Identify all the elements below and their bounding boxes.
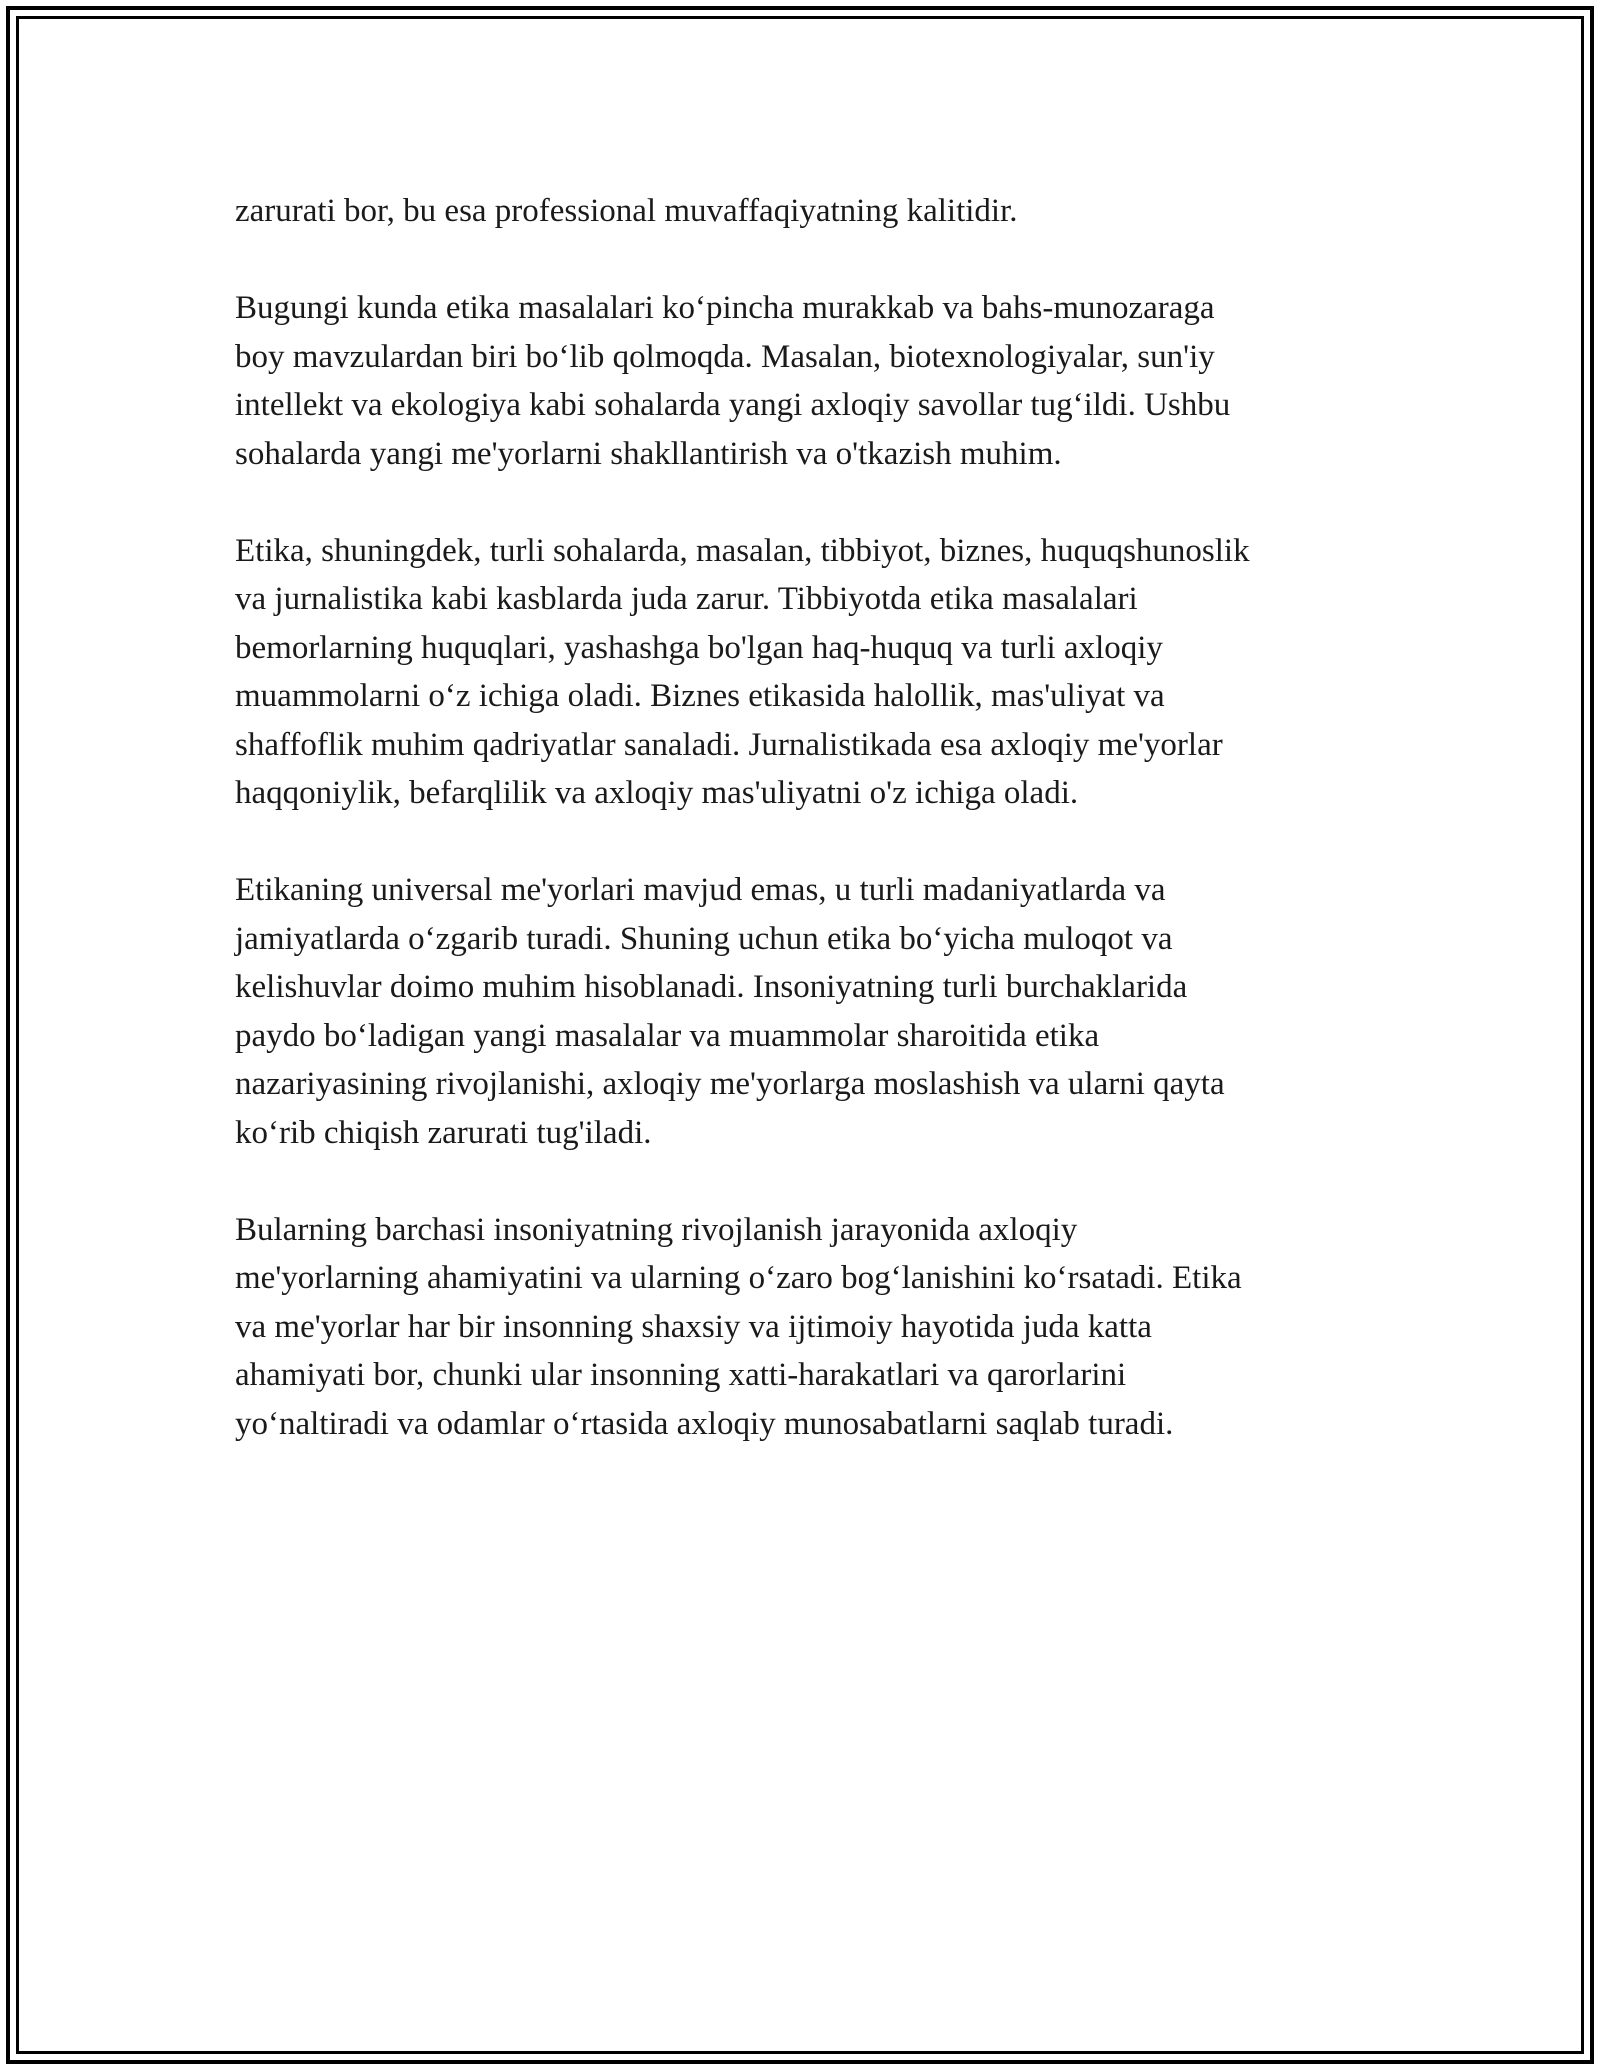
text-line: jamiyatlarda o‘zgarib turadi. Shuning uchun etika bo‘yicha muloqot va [235, 920, 1173, 957]
text-line: Etikaning universal me'yorlari mavjud emas, u turli madaniyatlarda va [235, 872, 1166, 908]
paragraph-1 [235, 187, 1370, 236]
text-line: muammolarni o‘z ichiga oladi. Biznes etikasida halollik, mas'uliyat va [235, 678, 1165, 714]
text-line: kelishuvlar doimo muhim hisoblanadi. Insoniyatning turli burchaklarida [235, 969, 1188, 1005]
text-line: Etika, shuningdek, turli sohalarda, masalan, tibbiyot, biznes, huquqshunoslik [235, 532, 1250, 569]
text-line: ko‘rib chiqish zarurati tug'iladi. [235, 1114, 652, 1151]
document-body [235, 187, 1370, 1448]
text-line: shaffoflik muhim qadriyatlar sanaladi. Jurnalistikada esa axloqiy me'yorlar [235, 726, 1223, 763]
text-line: intellekt va ekologiya kabi sohalarda yangi axloqiy savollar tug‘ildi. Ushbu [235, 387, 1231, 423]
text-line: bemorlarning huquqlari, yashashga bo'lgan haq-huquq va turli axloqiy [235, 629, 1163, 666]
text-line: nazariyasining rivojlanishi, axloqiy me'yorlarga moslashish va ularni qayta [235, 1066, 1225, 1102]
text-line: paydo bo‘ladigan yangi masalalar va muammolar sharoitida etika [235, 1017, 1100, 1054]
text-line: zarurati bor, bu esa professional muvaffaqiyatning kalitidir. [235, 193, 1018, 229]
paragraph-5 [235, 1206, 1370, 1449]
text-line: haqqoniylik, befarqlilik va axloqiy mas'uliyatni o'z ichiga oladi. [235, 775, 1079, 811]
text-line: me'yorlarning ahamiyatini va ularning o‘zaro bog‘lanishini ko‘rsatadi. Etika [235, 1260, 1242, 1296]
text-line: Bularning barchasi insoniyatning rivojlanish jarayonida axloqiy [235, 1211, 1078, 1248]
paragraph-4 [235, 866, 1370, 1157]
text-line: yo‘naltiradi va odamlar o‘rtasida axloqiy munosabatlarni saqlab turadi. [235, 1405, 1174, 1442]
paragraph-3 [235, 527, 1370, 818]
text-line: Bugungi kunda etika masalalari ko‘pincha murakkab va bahs-munozaraga [235, 290, 1215, 326]
text-line: boy mavzulardan biri bo‘lib qolmoqda. Masalan, biotexnologiyalar, sun'iy [235, 338, 1215, 375]
text-line: ahamiyati bor, chunki ular insonning xatti-harakatlari va qarorlarini [235, 1357, 1127, 1393]
text-line: sohalarda yangi me'yorlarni shakllantirish va o'tkazish muhim. [235, 435, 1062, 472]
paragraph-2 [235, 284, 1370, 478]
text-line: va jurnalistika kabi kasblarda juda zarur. Tibbiyotda etika masalalari [235, 581, 1138, 617]
text-line: va me'yorlar har bir insonning shaxsiy va ijtimoiy hayotida juda katta [235, 1308, 1152, 1345]
